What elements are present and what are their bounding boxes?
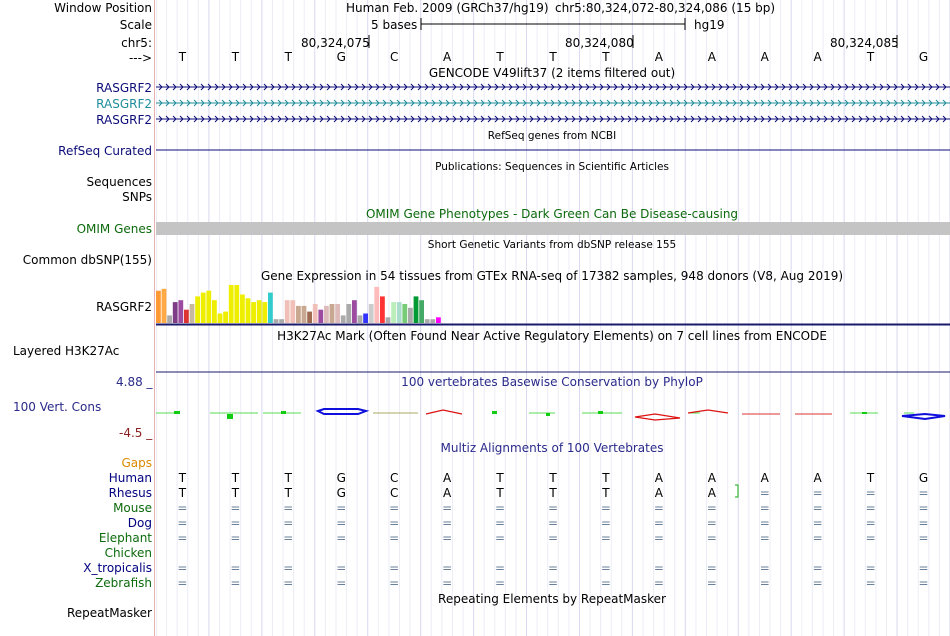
alignment-base: = bbox=[918, 516, 929, 530]
gtex-tissue-bar bbox=[184, 310, 189, 323]
alignment-base: = bbox=[653, 531, 664, 545]
alignment-base: = bbox=[336, 531, 347, 545]
alignment-base: = bbox=[865, 531, 876, 545]
alignment-base: T bbox=[231, 486, 240, 500]
alignment-base: = bbox=[653, 501, 664, 515]
gtex-tissue-bar bbox=[262, 302, 267, 323]
gtex-tissue-bar bbox=[178, 300, 183, 323]
alignment-base: = bbox=[336, 561, 347, 575]
gtex-tissue-bar bbox=[162, 289, 167, 323]
alignment-base: T bbox=[178, 471, 187, 485]
gtex-tissue-bar bbox=[251, 302, 256, 323]
gtex-tissue-bar bbox=[358, 315, 363, 323]
alignment-base: = bbox=[706, 531, 717, 545]
species-label[interactable]: Human bbox=[108, 471, 152, 485]
sequence-base: G bbox=[918, 50, 929, 64]
repeatmasker-track-label[interactable]: RepeatMasker bbox=[66, 606, 152, 620]
sequence-base: C bbox=[390, 50, 399, 64]
sequence-base: T bbox=[602, 50, 610, 64]
publications-track-label[interactable]: Sequences bbox=[86, 175, 152, 189]
alignment-base: = bbox=[495, 561, 506, 575]
alignment-base: = bbox=[759, 501, 770, 515]
sequence-base: T bbox=[549, 50, 557, 64]
alignment-base: = bbox=[177, 531, 188, 545]
alignment-base: = bbox=[759, 561, 770, 575]
multiz-track-title: Multiz Alignments of 100 Vertebrates bbox=[440, 441, 664, 455]
alignment-base: = bbox=[812, 516, 823, 530]
sequence-base: A bbox=[443, 50, 452, 64]
gtex-tissue-bar bbox=[229, 285, 234, 323]
species-label[interactable]: Zebrafish bbox=[95, 576, 152, 590]
species-label[interactable]: Elephant bbox=[98, 531, 152, 545]
gtex-tissue-bar bbox=[173, 302, 178, 323]
alignment-base: = bbox=[230, 576, 241, 590]
gtex-tissue-bar bbox=[206, 291, 211, 323]
phylop-positive-mark bbox=[598, 411, 603, 414]
alignment-base: = bbox=[865, 576, 876, 590]
alignment-base: = bbox=[918, 501, 929, 515]
alignment-base: A bbox=[443, 486, 452, 500]
alignment-base: = bbox=[706, 501, 717, 515]
sequence-base: A bbox=[760, 50, 769, 64]
omim-track-title: OMIM Gene Phenotypes - Dark Green Can Be Disease-causing bbox=[365, 207, 739, 221]
refseq-track-title: RefSeq genes from NCBI bbox=[487, 130, 617, 142]
position-readout: chr5:80,324,072-80,324,086 (15 bp) bbox=[555, 1, 776, 15]
alignment-base: = bbox=[495, 501, 506, 515]
alignment-base: = bbox=[283, 516, 294, 530]
alignment-base: = bbox=[177, 576, 188, 590]
gtex-tissue-bar bbox=[167, 315, 172, 323]
gencode-item-label[interactable]: RASGRF2 bbox=[96, 113, 152, 127]
phylop-positive-mark bbox=[862, 412, 867, 414]
gtex-tissue-bar bbox=[318, 310, 323, 323]
species-label[interactable]: Mouse bbox=[113, 501, 152, 515]
gtex-tissue-bar bbox=[195, 296, 200, 323]
species-label[interactable]: Dog bbox=[127, 516, 152, 530]
alignment-base: C bbox=[390, 471, 399, 485]
phylop-max-label: 4.88 _ bbox=[116, 375, 153, 389]
alignment-base: = bbox=[918, 576, 929, 590]
gtex-tissue-bar bbox=[268, 293, 273, 323]
phylop-track-label[interactable]: 100 Vert. Cons bbox=[13, 400, 102, 414]
alignment-base: = bbox=[442, 516, 453, 530]
phylop-positive-mark bbox=[546, 413, 550, 416]
alignment-base: = bbox=[495, 516, 506, 530]
alignment-base: = bbox=[706, 516, 717, 530]
alignment-base: = bbox=[389, 531, 400, 545]
gtex-tissue-bar bbox=[408, 308, 413, 323]
alignment-base: = bbox=[442, 501, 453, 515]
alignment-base: = bbox=[230, 501, 241, 515]
gtex-tissue-bar bbox=[380, 296, 385, 323]
sequence-base: A bbox=[813, 50, 822, 64]
alignment-base: = bbox=[230, 561, 241, 575]
alignment-base: = bbox=[759, 516, 770, 530]
alignment-base: T bbox=[496, 471, 504, 485]
alignment-base: = bbox=[442, 561, 453, 575]
alignment-base: = bbox=[653, 561, 664, 575]
dbsnp-track-title: Short Genetic Variants from dbSNP release 155 bbox=[427, 239, 677, 251]
h3k27ac-track-title: H3K27Ac Mark (Often Found Near Active Regulatory Elements) on 7 cell lines from ENCODE bbox=[277, 329, 827, 343]
alignment-base: = bbox=[336, 516, 347, 530]
omim-feature-bar bbox=[156, 222, 950, 235]
alignment-base: = bbox=[495, 531, 506, 545]
alignment-base: = bbox=[706, 576, 717, 590]
alignment-base: = bbox=[865, 516, 876, 530]
alignment-base: = bbox=[389, 516, 400, 530]
gtex-tissue-bar bbox=[257, 300, 262, 323]
alignment-base: = bbox=[600, 501, 611, 515]
species-label[interactable]: X_tropicalis bbox=[83, 561, 152, 575]
alignment-base: A bbox=[654, 471, 663, 485]
alignment-base: T bbox=[549, 486, 557, 500]
phylop-negative-mark bbox=[902, 414, 945, 419]
alignment-base: = bbox=[918, 561, 929, 575]
alignment-base: A bbox=[707, 471, 716, 485]
phylop-positive-mark bbox=[281, 411, 286, 414]
alignment-gap-bracket bbox=[735, 485, 738, 497]
gtex-tissue-bar bbox=[307, 312, 312, 323]
dbsnp-track-label[interactable]: Common dbSNP(155) bbox=[22, 253, 152, 267]
alignment-base: T bbox=[602, 486, 610, 500]
alignment-base: = bbox=[812, 561, 823, 575]
gtex-tissue-bar bbox=[335, 304, 340, 323]
gtex-tissue-bar bbox=[425, 319, 430, 323]
assembly-title: Human Feb. 2009 (GRCh37/hg19) bbox=[346, 1, 549, 15]
gtex-tissue-bar bbox=[324, 306, 329, 323]
sequence-base: A bbox=[654, 50, 663, 64]
coord-label: 80,324,085 bbox=[830, 36, 899, 50]
alignment-base: = bbox=[283, 531, 294, 545]
alignment-base: = bbox=[547, 516, 559, 530]
gtex-tissue-bar bbox=[352, 300, 357, 323]
phylop-negative-mark bbox=[688, 410, 728, 413]
alignment-base: = bbox=[389, 561, 400, 575]
alignment-base: = bbox=[495, 576, 506, 590]
alignment-base: = bbox=[442, 531, 453, 545]
alignment-base: = bbox=[600, 576, 611, 590]
gencode-track-title: GENCODE V49lift37 (2 items filtered out) bbox=[428, 66, 676, 80]
gencode-item-label[interactable]: RASGRF2 bbox=[96, 97, 152, 111]
phylop-positive-mark bbox=[174, 411, 180, 414]
gtex-tissue-bar bbox=[397, 302, 402, 323]
alignment-base: T bbox=[602, 471, 610, 485]
alignment-base: = bbox=[283, 561, 294, 575]
alignment-base: = bbox=[706, 561, 717, 575]
gtex-tissue-bar bbox=[279, 319, 284, 323]
alignment-base: T bbox=[496, 486, 504, 500]
db-label: hg19 bbox=[694, 18, 725, 32]
alignment-base: A bbox=[760, 471, 769, 485]
gtex-tissue-bar bbox=[313, 304, 318, 323]
gtex-tissue-bar bbox=[296, 306, 301, 323]
scale-label: Scale bbox=[119, 18, 152, 32]
gtex-tissue-bar bbox=[330, 304, 335, 323]
alignment-base: = bbox=[918, 531, 929, 545]
gtex-tissue-bar bbox=[419, 300, 424, 323]
publications-track-title: Publications: Sequences in Scientific Articles bbox=[435, 161, 669, 173]
gtex-tissue-bar bbox=[346, 304, 351, 323]
alignment-base: = bbox=[865, 501, 876, 515]
alignment-base: = bbox=[812, 486, 823, 500]
alignment-base: A bbox=[654, 486, 663, 500]
alignment-base: = bbox=[547, 501, 559, 515]
gtex-tissue-bar bbox=[285, 300, 290, 323]
alignment-base: = bbox=[759, 531, 770, 545]
alignment-base: A bbox=[813, 471, 822, 485]
alignment-base: = bbox=[918, 486, 929, 500]
alignment-base: = bbox=[177, 516, 188, 530]
gtex-tissue-bar bbox=[246, 298, 251, 323]
alignment-base: = bbox=[177, 501, 188, 515]
sequence-base: T bbox=[284, 50, 293, 64]
alignment-base: = bbox=[547, 531, 559, 545]
alignment-base: T bbox=[231, 471, 240, 485]
gtex-tissue-bar bbox=[234, 285, 239, 323]
alignment-base: T bbox=[866, 471, 875, 485]
gtex-tissue-bar bbox=[386, 317, 391, 323]
scale-text: 5 bases bbox=[371, 18, 418, 32]
phylop-positive-mark bbox=[492, 411, 497, 414]
gaps-label[interactable]: Gaps bbox=[121, 456, 152, 470]
gtex-tissue-bar bbox=[341, 315, 346, 323]
alignment-base: = bbox=[547, 576, 559, 590]
species-label[interactable]: Chicken bbox=[104, 546, 152, 560]
gtex-tissue-bar bbox=[201, 293, 206, 323]
window-position-label: Window Position bbox=[54, 1, 152, 15]
gtex-tissue-bar bbox=[391, 302, 396, 323]
phylop-negative-mark bbox=[426, 410, 462, 414]
gtex-tissue-bar bbox=[414, 296, 419, 323]
gtex-tissue-bar bbox=[302, 306, 307, 323]
alignment-base: C bbox=[390, 486, 399, 500]
alignment-base: = bbox=[653, 516, 664, 530]
refseq-track-label[interactable]: RefSeq Curated bbox=[58, 144, 152, 158]
sequence-base: T bbox=[496, 50, 504, 64]
alignment-base: = bbox=[177, 561, 188, 575]
alignment-base: = bbox=[336, 576, 347, 590]
snps-track-label[interactable]: SNPs bbox=[122, 190, 152, 204]
sequence-base: T bbox=[231, 50, 240, 64]
omim-track-label[interactable]: OMIM Genes bbox=[76, 222, 152, 236]
gtex-tissue-bar bbox=[212, 300, 217, 323]
gtex-tissue-bar bbox=[430, 319, 435, 323]
alignment-base: = bbox=[336, 501, 347, 515]
gtex-track-label[interactable]: RASGRF2 bbox=[96, 300, 152, 314]
phylop-track-title: 100 vertebrates Basewise Conservation by PhyloP bbox=[401, 375, 703, 389]
alignment-base: = bbox=[547, 561, 559, 575]
phylop-positive-mark bbox=[227, 414, 233, 419]
alignment-base: A bbox=[443, 471, 452, 485]
sequence-base: T bbox=[178, 50, 187, 64]
alignment-base: = bbox=[389, 576, 400, 590]
sequence-base: A bbox=[707, 50, 716, 64]
phylop-min-label: -4.5 _ bbox=[119, 426, 153, 440]
chrom-label: chr5: bbox=[121, 36, 152, 50]
h3k27ac-track-label[interactable]: Layered H3K27Ac bbox=[13, 344, 120, 358]
alignment-base: = bbox=[283, 576, 294, 590]
gtex-tissue-bar bbox=[402, 304, 407, 323]
alignment-base: G bbox=[336, 471, 346, 485]
sequence-base: T bbox=[866, 50, 875, 64]
gencode-item-label[interactable]: RASGRF2 bbox=[96, 81, 152, 95]
alignment-base: T bbox=[178, 486, 187, 500]
alignment-base: = bbox=[812, 531, 823, 545]
phylop-negative-mark bbox=[318, 409, 366, 414]
gtex-tissue-bar bbox=[363, 314, 368, 324]
gtex-tissue-bar bbox=[436, 317, 441, 323]
gtex-tissue-bar bbox=[218, 314, 223, 324]
alignment-base: = bbox=[600, 531, 611, 545]
repeatmasker-track-title: Repeating Elements by RepeatMasker bbox=[438, 592, 666, 606]
gtex-tissue-bar bbox=[156, 291, 161, 323]
species-label[interactable]: Rhesus bbox=[108, 486, 152, 500]
alignment-base: = bbox=[230, 516, 241, 530]
alignment-base: T bbox=[549, 471, 557, 485]
phylop-negative-mark bbox=[635, 414, 680, 420]
gtex-tissue-bar bbox=[274, 319, 279, 323]
alignment-base: = bbox=[600, 516, 611, 530]
alignment-base: = bbox=[230, 531, 241, 545]
gtex-tissue-bar bbox=[374, 287, 379, 323]
alignment-base: = bbox=[759, 486, 770, 500]
gtex-tissue-bar bbox=[223, 312, 228, 323]
gtex-tissue-bar bbox=[369, 304, 374, 323]
alignment-base: A bbox=[707, 486, 716, 500]
strand-arrow-label: ---> bbox=[128, 51, 152, 65]
alignment-base: G bbox=[336, 486, 346, 500]
alignment-base: = bbox=[389, 501, 400, 515]
alignment-base: = bbox=[865, 486, 876, 500]
alignment-base: G bbox=[918, 471, 929, 485]
gtex-tissue-bar bbox=[290, 300, 295, 323]
alignment-base: = bbox=[865, 561, 876, 575]
alignment-base: T bbox=[284, 471, 293, 485]
alignment-base: = bbox=[653, 576, 664, 590]
coord-label: 80,324,075 bbox=[301, 36, 370, 50]
alignment-base: = bbox=[442, 576, 453, 590]
alignment-base: = bbox=[812, 576, 823, 590]
sequence-base: G bbox=[336, 50, 346, 64]
gtex-tissue-bar bbox=[190, 304, 195, 323]
alignment-base: T bbox=[284, 486, 293, 500]
alignment-base: = bbox=[812, 501, 823, 515]
alignment-base: = bbox=[283, 501, 294, 515]
gtex-tissue-bar bbox=[240, 295, 245, 324]
coord-label: 80,324,080 bbox=[565, 36, 634, 50]
gtex-track-title: Gene Expression in 54 tissues from GTEx RNA-seq of 17382 samples, 948 donors (V8, Aug 2019) bbox=[260, 269, 844, 283]
alignment-base: = bbox=[600, 561, 611, 575]
alignment-base: = bbox=[759, 576, 770, 590]
